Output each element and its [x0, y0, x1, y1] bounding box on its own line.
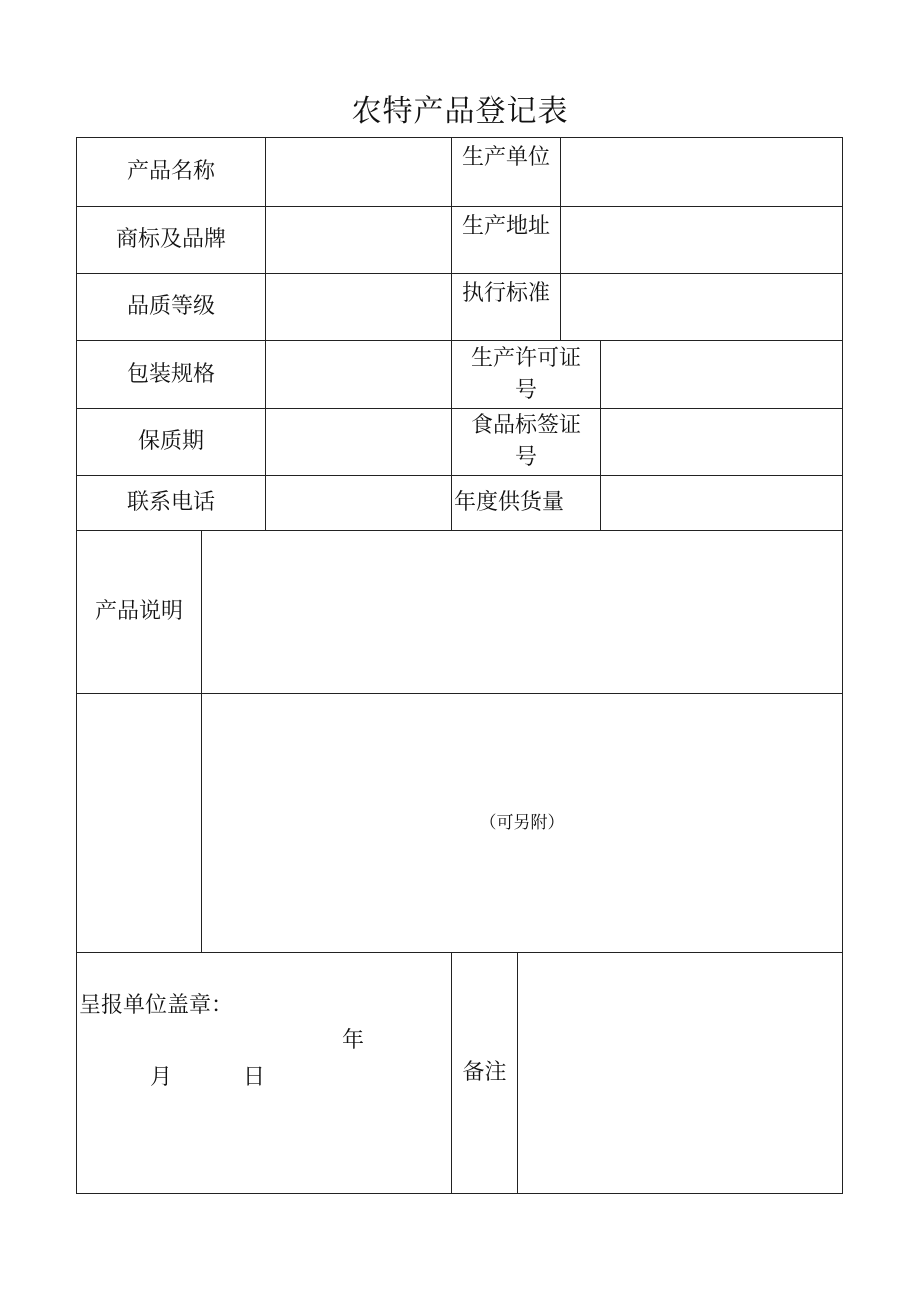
seal-field[interactable]: [77, 1100, 451, 1192]
date-month-label: 月: [150, 1065, 173, 1090]
food-label-cert-label: 食品标签证号: [470, 413, 581, 470]
attachment-note: （可另附）: [479, 813, 565, 833]
page-title: 农特产品登记表: [351, 94, 569, 129]
food-label-cert-field[interactable]: [601, 409, 842, 475]
packaging-spec-label: 包装规格: [126, 361, 215, 387]
phone-label: 联系电话: [126, 490, 215, 515]
annual-supply-field[interactable]: [601, 476, 842, 530]
standard-label: 执行标准: [461, 281, 550, 306]
date-year-label: 年: [342, 1028, 365, 1053]
shelf-life-label: 保质期: [137, 429, 204, 454]
production-license-label: 生产许可证号: [470, 345, 581, 403]
brand-field[interactable]: [266, 207, 451, 273]
seal-label: 呈报单位盖章：: [79, 993, 234, 1018]
quality-grade-field[interactable]: [266, 274, 451, 340]
table-border-right: [842, 137, 843, 1194]
phone-field[interactable]: [266, 476, 451, 530]
production-address-label: 生产地址: [461, 214, 550, 239]
quality-grade-label: 品质等级: [126, 294, 215, 319]
remarks-label: 备注: [462, 1060, 507, 1085]
remarks-field[interactable]: [518, 953, 842, 1193]
production-address-field[interactable]: [561, 207, 842, 273]
product-name-field[interactable]: [266, 138, 451, 206]
additional-info-label-cell: [77, 694, 201, 952]
product-description-label: 产品说明: [94, 599, 183, 624]
brand-label: 商标及品牌: [115, 227, 226, 252]
standard-field[interactable]: [561, 274, 842, 340]
producer-field[interactable]: [561, 138, 842, 206]
date-day-label: 日: [243, 1065, 266, 1090]
shelf-life-field[interactable]: [266, 409, 451, 475]
table-border-bottom: [76, 1193, 843, 1194]
product-name-label: 产品名称: [126, 159, 215, 184]
production-license-field[interactable]: [601, 341, 842, 408]
producer-label: 生产单位: [461, 145, 550, 170]
product-description-field[interactable]: [202, 531, 842, 693]
annual-supply-label: 年度供货量: [454, 490, 565, 515]
packaging-spec-field[interactable]: [266, 341, 451, 408]
